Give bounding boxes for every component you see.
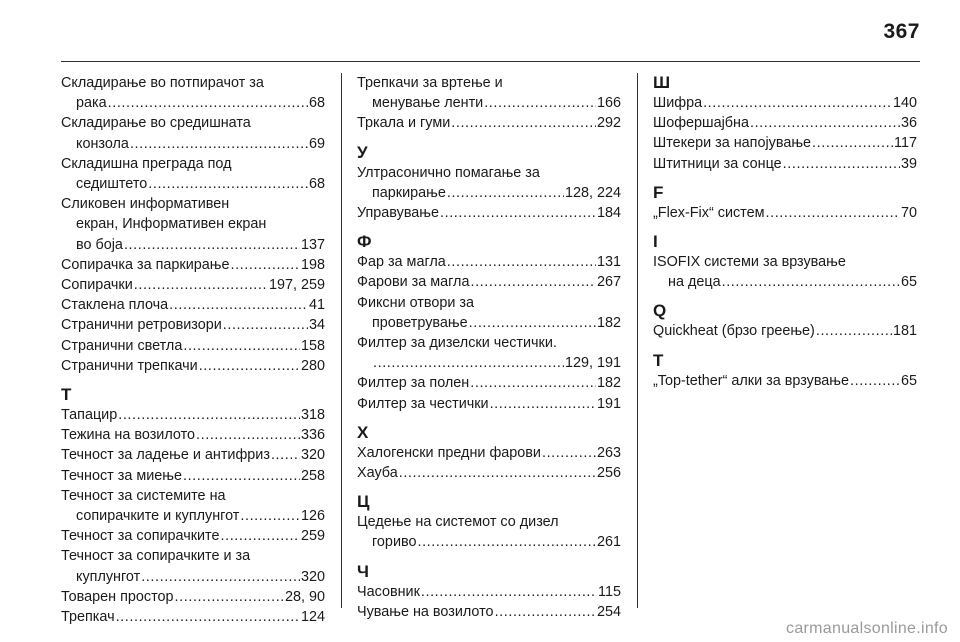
page-reference[interactable]: 191 — [596, 395, 621, 412]
page-reference[interactable]: 182 — [596, 375, 621, 392]
page-reference[interactable]: 259 — [300, 528, 325, 545]
entry-term: на деца — [668, 274, 721, 291]
dot-leader — [484, 93, 596, 113]
entry-page-line — [61, 587, 325, 607]
entry-term: Фар за магла — [357, 254, 446, 271]
entry-page-line — [653, 203, 917, 223]
index-section — [61, 73, 325, 376]
dot-leader — [447, 183, 564, 203]
page-reference[interactable]: 68 — [308, 176, 325, 193]
index-entry[interactable] — [61, 486, 325, 526]
page-reference[interactable]: 182 — [596, 314, 621, 331]
index-entry[interactable] — [653, 203, 917, 223]
entry-page-line — [61, 235, 325, 255]
index-entry[interactable] — [357, 512, 621, 552]
page-reference[interactable]: 34 — [308, 317, 325, 334]
index-entry[interactable] — [653, 252, 917, 292]
dot-leader — [373, 353, 564, 373]
page-reference[interactable]: 70 — [900, 204, 917, 221]
section-letter: Ц — [357, 492, 370, 512]
page-reference[interactable]: 280 — [300, 357, 325, 374]
index-column-1 — [61, 73, 325, 627]
dot-leader — [812, 133, 893, 153]
index-entry[interactable] — [61, 445, 325, 465]
entry-page-line — [653, 371, 917, 391]
entry-text-line: Фиксни отвори за — [357, 294, 475, 311]
entry-page-line — [653, 321, 917, 341]
entry-text-line: Сликовен информативен — [61, 196, 230, 213]
dot-leader — [169, 295, 308, 315]
column-divider — [341, 73, 342, 608]
index-section — [357, 232, 621, 414]
page-reference[interactable]: 68 — [308, 95, 325, 112]
dot-leader — [766, 203, 900, 223]
entry-term: во боја — [76, 236, 123, 253]
section-letter: I — [653, 232, 658, 252]
entry-term: Странични ретровизори — [61, 317, 222, 334]
dot-leader — [470, 373, 596, 393]
entry-page-line — [61, 336, 325, 356]
index-section — [653, 183, 917, 223]
entry-term: Халогенски предни фарови — [357, 444, 541, 461]
index-entry[interactable] — [61, 113, 325, 153]
entry-page-line — [61, 174, 325, 194]
page-reference[interactable]: 263 — [596, 444, 621, 461]
index-entry[interactable] — [653, 113, 917, 133]
page-reference[interactable]: 158 — [300, 337, 325, 354]
index-entry[interactable] — [357, 203, 621, 223]
page-reference[interactable]: 320 — [300, 447, 325, 464]
dot-leader — [183, 336, 300, 356]
dot-leader — [417, 532, 596, 552]
dot-leader — [421, 582, 597, 602]
entry-term: Чување на возилото — [357, 603, 494, 620]
page-reference[interactable]: 137 — [300, 236, 325, 253]
page-reference[interactable]: 69 — [308, 135, 325, 152]
dot-leader — [451, 113, 596, 133]
index-section — [357, 423, 621, 483]
index-entry[interactable] — [357, 113, 621, 133]
entry-term: Течност за миење — [61, 467, 182, 484]
dot-leader — [196, 425, 300, 445]
page-reference[interactable]: 126 — [300, 508, 325, 525]
dot-leader — [141, 567, 300, 587]
index-column-2 — [357, 73, 621, 622]
index-section — [357, 73, 621, 134]
entry-page-line — [357, 93, 621, 113]
section-letter: У — [357, 142, 368, 162]
page-reference[interactable]: 28, 90 — [284, 588, 325, 605]
watermark: carmanualsonline.info — [786, 620, 948, 637]
page-reference[interactable]: 320 — [300, 568, 325, 585]
index-section — [653, 232, 917, 292]
entry-page-line — [357, 443, 621, 463]
index-entry[interactable] — [61, 526, 325, 546]
section-letter: Т — [61, 385, 72, 405]
index-entry[interactable] — [357, 394, 621, 414]
dot-leader — [124, 235, 300, 255]
index-entry[interactable] — [357, 373, 621, 393]
dot-leader — [850, 371, 900, 391]
dot-leader — [440, 203, 596, 223]
index-entry[interactable] — [61, 587, 325, 607]
index-entry[interactable] — [653, 93, 917, 113]
entry-term: гориво — [372, 534, 417, 551]
page-reference[interactable]: 198 — [300, 256, 325, 273]
dot-leader — [175, 587, 284, 607]
entry-term: Странични светла — [61, 337, 183, 354]
page-reference[interactable]: 261 — [596, 534, 621, 551]
entry-page-line — [653, 133, 917, 153]
index-entry[interactable] — [61, 425, 325, 445]
entry-term: Часовник — [357, 583, 420, 600]
page-reference[interactable]: 131 — [596, 254, 621, 271]
entry-text-line: Цедење на системот со дизел — [357, 514, 559, 531]
entry-page-line — [357, 582, 621, 602]
entry-term: Тапацир — [61, 407, 118, 424]
index-entry[interactable] — [61, 336, 325, 356]
entry-term: „Flex-Fix“ систем — [653, 204, 765, 221]
page-reference[interactable]: 36 — [900, 115, 917, 132]
index-entry[interactable] — [61, 154, 325, 194]
section-letter: F — [653, 182, 664, 202]
column-divider — [637, 73, 638, 608]
dot-leader — [542, 443, 596, 463]
entry-term: седиштето — [76, 176, 148, 193]
index-entry[interactable] — [357, 272, 621, 292]
entry-page-line — [61, 315, 325, 335]
index-entry[interactable] — [61, 275, 325, 295]
page-reference[interactable]: 39 — [900, 155, 917, 172]
section-letter: T — [653, 350, 664, 370]
index-entry[interactable] — [357, 463, 621, 483]
entry-term: Стаклена плоча — [61, 297, 169, 314]
entry-page-line — [653, 272, 917, 292]
index-entry[interactable] — [357, 293, 621, 333]
entry-page-line — [357, 373, 621, 393]
page-reference[interactable]: 65 — [900, 274, 917, 291]
dot-leader — [130, 134, 308, 154]
page-reference[interactable]: 197, 259 — [268, 277, 325, 294]
entry-page-line — [357, 272, 621, 292]
page-reference[interactable]: 65 — [900, 372, 917, 389]
entry-page-line — [61, 356, 325, 376]
index-entry[interactable] — [357, 582, 621, 602]
entry-term: Трепкач — [61, 609, 115, 626]
entry-text-line: екран, Информативен екран — [76, 216, 267, 233]
entry-term: менување ленти — [372, 95, 484, 112]
entry-text-line: Течност за системите на — [61, 487, 226, 504]
entry-term: Товарен простор — [61, 588, 174, 605]
section-letter: Х — [357, 422, 369, 442]
section-letter: Q — [653, 301, 667, 321]
entry-term: Штитници за сонце — [653, 155, 782, 172]
dot-leader — [108, 93, 308, 113]
page-reference[interactable]: 41 — [308, 297, 325, 314]
entry-page-line — [61, 255, 325, 275]
dot-leader — [750, 113, 900, 133]
entry-term: Фарови за магла — [357, 274, 470, 291]
page-reference[interactable]: 129, 191 — [564, 355, 621, 372]
entry-text-line: Филтер за дизелски честички. — [357, 335, 557, 352]
dot-leader — [223, 315, 308, 335]
dot-leader — [240, 506, 300, 526]
page-reference[interactable]: 256 — [596, 465, 621, 482]
entry-term: Шофершајбна — [653, 115, 749, 132]
dot-leader — [490, 394, 596, 414]
entry-term: проветрување — [372, 314, 468, 331]
index-entry[interactable] — [61, 295, 325, 315]
page-reference[interactable]: 140 — [892, 95, 917, 111]
entry-term: Сопирачка за паркирање — [61, 256, 230, 273]
entry-term: Тркала и гуми — [357, 115, 451, 132]
entry-page-line — [357, 353, 621, 373]
index-entry[interactable] — [61, 546, 325, 586]
entry-page-line — [61, 445, 325, 465]
entry-page-line — [61, 93, 325, 113]
entry-text-line: Складирање во потпирачот за — [61, 75, 264, 91]
section-letter: Ч — [357, 561, 369, 581]
index-entry[interactable] — [61, 255, 325, 275]
dot-leader — [116, 607, 300, 627]
entry-term: Странични трепкачи — [61, 357, 198, 374]
entry-page-line — [61, 466, 325, 486]
dot-leader — [816, 321, 892, 341]
section-letter: Ш — [653, 73, 671, 92]
dot-leader — [447, 252, 596, 272]
entry-page-line — [357, 394, 621, 414]
entry-text-line: ISOFIX системи за врзување — [653, 254, 846, 271]
header-rule — [61, 61, 920, 62]
index-entry[interactable] — [653, 321, 917, 341]
index-entry[interactable] — [357, 443, 621, 463]
entry-text-line: Ултрасонично помагање за — [357, 164, 540, 181]
index-entry[interactable] — [61, 73, 325, 113]
page-number: 367 — [883, 20, 920, 43]
entry-page-line — [61, 295, 325, 315]
dot-leader — [271, 445, 300, 465]
entry-term: „Top-tether“ алки за врзување — [653, 372, 850, 389]
dot-leader — [221, 526, 300, 546]
entry-page-line — [653, 154, 917, 174]
page-reference[interactable]: 124 — [300, 609, 325, 626]
entry-page-line — [357, 532, 621, 552]
entry-page-line — [653, 93, 917, 113]
page-reference[interactable]: 318 — [300, 407, 325, 424]
dot-leader — [118, 405, 300, 425]
entry-term: Quickheat (брзо греење) — [653, 323, 815, 340]
dot-leader — [495, 602, 596, 622]
entry-term: Управување — [357, 205, 440, 222]
entry-page-line — [357, 602, 621, 622]
page-reference[interactable]: 115 — [598, 583, 621, 600]
dot-leader — [703, 93, 892, 113]
index-column-3 — [653, 73, 917, 391]
entry-page-line — [357, 252, 621, 272]
index-section — [653, 351, 917, 391]
page-reference[interactable]: 336 — [300, 427, 325, 444]
dot-leader — [199, 356, 300, 376]
entry-text-line: Трепкачи за вртење и — [357, 75, 503, 91]
index-entry[interactable] — [61, 466, 325, 486]
index-entry[interactable] — [357, 73, 621, 113]
index-section — [61, 385, 325, 627]
entry-term: сопирачките и куплунгот — [76, 508, 240, 525]
entry-page-line — [61, 607, 325, 627]
page-reference[interactable]: 128, 224 — [564, 184, 621, 201]
page-reference[interactable]: 254 — [596, 603, 621, 620]
index-entry[interactable] — [357, 163, 621, 203]
entry-term: Сопирачки — [61, 277, 133, 294]
entry-term: Филтер за честички — [357, 395, 489, 412]
dot-leader — [230, 255, 300, 275]
dot-leader — [183, 466, 300, 486]
entry-term: рака — [76, 95, 107, 112]
dot-leader — [470, 272, 596, 292]
entry-term: паркирање — [372, 184, 446, 201]
entry-text-line: Складишна преграда под — [61, 155, 232, 172]
index-entry[interactable] — [653, 154, 917, 174]
index-entry[interactable] — [357, 602, 621, 622]
index-entry[interactable] — [61, 194, 325, 255]
entry-term: Шифра — [653, 95, 703, 111]
page-reference[interactable]: 292 — [596, 115, 621, 132]
page-reference[interactable]: 166 — [596, 95, 621, 112]
index-entry[interactable] — [357, 333, 621, 373]
entry-page-line — [357, 113, 621, 133]
index-entry[interactable] — [61, 356, 325, 376]
index-entry[interactable] — [357, 252, 621, 272]
index-section — [357, 562, 621, 622]
index-entry[interactable] — [653, 133, 917, 153]
entry-text-line: Течност за сопирачките и за — [61, 548, 251, 565]
page-reference[interactable]: 117 — [894, 135, 917, 152]
entry-page-line — [357, 463, 621, 483]
entry-page-line — [61, 425, 325, 445]
entry-term: Течност за сопирачките — [61, 528, 220, 545]
entry-term: Филтер за полен — [357, 375, 470, 392]
index-section — [357, 143, 621, 224]
section-letter: Ф — [357, 232, 372, 252]
entry-page-line — [61, 405, 325, 425]
entry-page-line — [653, 113, 917, 133]
dot-leader — [134, 275, 268, 295]
page-reference[interactable]: 258 — [300, 467, 325, 484]
dot-leader — [783, 154, 900, 174]
dot-leader — [722, 272, 900, 292]
entry-term: конзола — [76, 135, 129, 152]
entry-page-line — [61, 526, 325, 546]
entry-text-line: Складирање во средишната — [61, 115, 251, 132]
dot-leader — [148, 174, 308, 194]
index-section — [653, 73, 917, 174]
entry-term: куплунгот — [76, 568, 141, 585]
index-entry[interactable] — [653, 371, 917, 391]
index-section — [357, 492, 621, 552]
index-section — [653, 301, 917, 341]
entry-page-line — [61, 506, 325, 526]
entry-page-line — [357, 313, 621, 333]
dot-leader — [399, 463, 596, 483]
entry-page-line — [61, 275, 325, 295]
entry-page-line — [357, 183, 621, 203]
index-entry[interactable] — [61, 607, 325, 627]
entry-term: Течност за ладење и антифриз — [61, 447, 270, 464]
index-entry[interactable] — [61, 315, 325, 335]
entry-term: Штекери за напојување — [653, 135, 812, 152]
entry-term: Хауба — [357, 465, 398, 482]
page-reference[interactable]: 267 — [596, 274, 621, 291]
entry-page-line — [61, 134, 325, 154]
index-entry[interactable] — [61, 405, 325, 425]
entry-page-line — [61, 567, 325, 587]
entry-term: Тежина на возилото — [61, 427, 196, 444]
dot-leader — [469, 313, 596, 333]
page-reference[interactable]: 184 — [596, 205, 621, 222]
page-reference[interactable]: 181 — [892, 323, 917, 340]
entry-page-line — [357, 203, 621, 223]
